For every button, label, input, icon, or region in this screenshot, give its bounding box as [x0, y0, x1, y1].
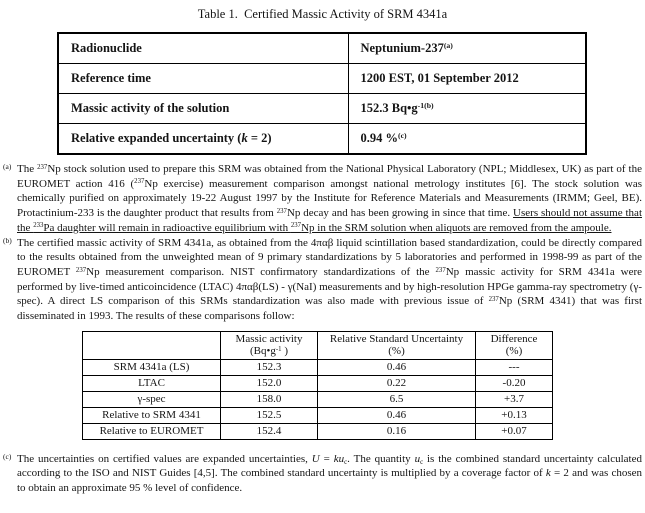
row-label: Relative expanded uncertainty (k = 2): [58, 124, 348, 155]
table-cell: +0.07: [476, 423, 553, 439]
column-header-difference: Difference (%): [476, 331, 553, 359]
footnote-marker-a: (a): [3, 162, 12, 171]
row-value: 0.94 %$^{(c)}$: [348, 124, 586, 155]
comparison-row-gamma-spec: [83, 391, 553, 407]
table-cell: Relative to EUROMET: [83, 423, 221, 439]
table-cell: 152.0: [221, 375, 318, 391]
column-header-massic-activity: Massic activity ($Bq•g^{-1}$ ): [221, 331, 318, 359]
footnotes-block: [2, 162, 642, 324]
footnote-c: [2, 452, 642, 496]
table-cell: SRM 4341a (LS): [83, 359, 221, 375]
row-value: 152.3 $Bq•g^{-1(b)}$: [348, 94, 586, 124]
table-cell: LTAC: [83, 375, 221, 391]
comparison-header-row: [83, 331, 553, 359]
column-header-method: [83, 331, 221, 359]
table-title: Table 1. Certified Massic Activity of SRM 4341a: [197, 7, 448, 21]
table-cell: 0.46: [318, 407, 476, 423]
table-cell: 152.3: [221, 359, 318, 375]
row-label: Massic activity of the solution: [58, 94, 348, 124]
table-cell: 0.46: [318, 359, 476, 375]
row-value: Neptunium-237$^{(a)}$: [348, 33, 586, 64]
footnote-b-text: The certified massic activity of SRM 4341a, as obtained from the 4παβ liquid scintillation based standardization, could be directly compared to the results obtained from the unweighted mean of 9 primary standardizations by 5 laboratories and performed in 1998-99 as part of the EUROMET $^{237}$Np measurement comparison. NIST confirmatory standardizations of the $^{237}$Np massic activity for SRM 4341a were performed by live-timed anticoincidence (LTAC) 4παβ(LS) - γ(NaI) measurements and by high-resolution HPGe gamma-ray spectrometry (γ-spec). A direct LS comparison of this SRMs standardization was also made with previous issue of $^{237}$Np (SRM 4341) that was first disseminated in 1993. The results of these comparisons follow:: [17, 236, 643, 323]
footnote-b: [2, 236, 642, 324]
table-cell: 0.22: [318, 375, 476, 391]
footnote-a-text: The $^{237}$Np stock solution used to prepare this SRM was obtained from the National Physical Laboratory (NPL; Middlesex, UK) as part of the EUROMET action 416 ($^{237}$Np exercise) measurement comparison amongst national metrology institutes [6]. The stock solution was chemically purified on approximately 19-22 August 1997 by the Institute for Reference Materials and Measurements (IRMM; Geel, BE). Protactinium-233 is the daughter product that results from $^{237}$Np decay and has been growing in since that time. Users should not assume that the $^{233}$Pa daughter will remain in radioactive equilibrium with $^{237}$Np in the SRM solution when aliquots are removed from the ampoule.: [17, 163, 643, 234]
row-value: 1200 EST, 01 September 2012: [348, 64, 586, 94]
certified-activity-table: [57, 32, 587, 155]
footnote-c-text: The uncertainties on certified values are expanded uncertainties, $U = ku_c$. The quantity $u_c$ is the combined standard uncertainty calculated according to the ISO and NIST Guides [4,5]. The combined standard uncertainty is multiplied by a coverage factor of k = 2 and was chosen to obtain an approximate 95 % level of confidence.: [17, 452, 642, 495]
table-cell: 0.16: [318, 423, 476, 439]
comparison-row-ltac: [83, 375, 553, 391]
table-cell: 152.5: [221, 407, 318, 423]
table-row-radionuclide: [58, 33, 586, 64]
document-page: [0, 7, 645, 513]
footnote-a: [2, 162, 642, 236]
comparison-row-relative-euromet: [83, 423, 553, 439]
table-cell: 152.4: [221, 423, 318, 439]
row-label: Reference time: [58, 64, 348, 94]
table-cell: +0.13: [476, 407, 553, 423]
row-label: Radionuclide: [58, 33, 348, 64]
column-header-relative-standard-uncertainty: Relative Standard Uncertainty (%): [318, 331, 476, 359]
table-cell: -0.20: [476, 375, 553, 391]
table-row-massic-activity: [58, 94, 586, 124]
table-cell: Relative to SRM 4341: [83, 407, 221, 423]
table-cell: ---: [476, 359, 553, 375]
comparison-table: [82, 331, 553, 440]
table-cell: 158.0: [221, 391, 318, 407]
footnote-marker-b: (b): [3, 235, 12, 245]
table-cell: 6.5: [318, 391, 476, 407]
comparison-row-relative-srm4341: [83, 407, 553, 423]
footnotes-block-c: [2, 452, 642, 496]
table-row-uncertainty: [58, 124, 586, 155]
table-cell: +3.7: [476, 391, 553, 407]
footnote-marker-c: (c): [3, 451, 12, 461]
comparison-row-srm4341a-ls: [83, 359, 553, 375]
table-cell: γ-spec: [83, 391, 221, 407]
table-row-reference-time: [58, 64, 586, 94]
